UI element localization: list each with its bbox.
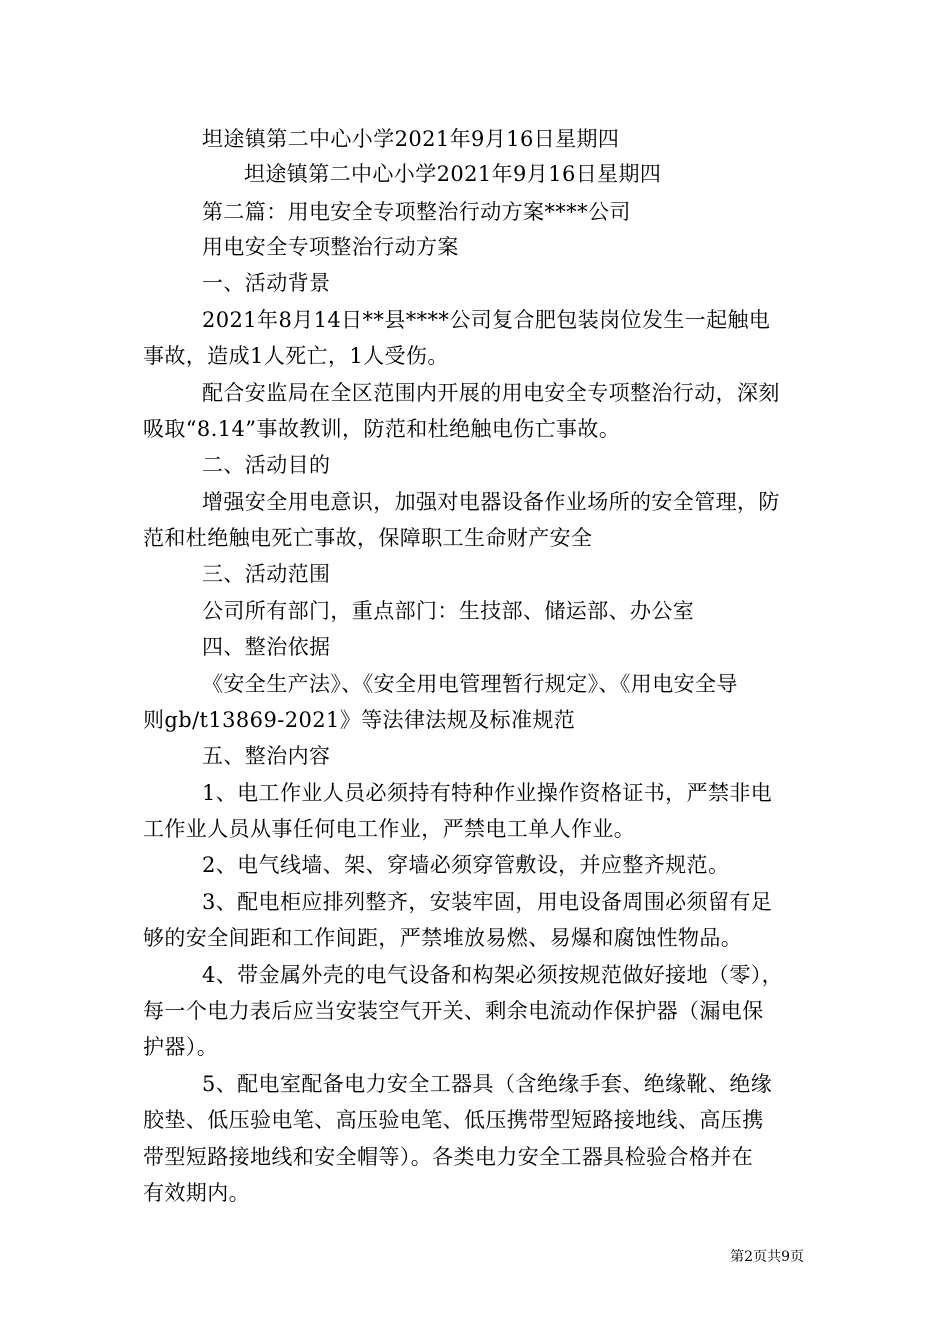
text-line-19: 1、电工作业人员必须持有特种作业操作资格证书，严禁非电 bbox=[202, 781, 773, 805]
text-line-23: 够的安全间距和工作间距，严禁堆放易燃、易爆和腐蚀性物品。 bbox=[143, 926, 743, 950]
text-line-25: 每一个电力表后应当安装空气开关、剩余电流动作保护器（漏电保 bbox=[143, 999, 764, 1023]
section-heading-2: 二、活动目的 bbox=[202, 453, 331, 477]
text-line-17: 则gb/t13869-2021》等法律法规及标准规范 bbox=[143, 708, 576, 732]
text-line-16: 《安全生产法》、《安全用电管理暂行规定》、《用电安全导 bbox=[202, 672, 738, 696]
text-line-6: 2021年8月14日**县****公司复合肥包装岗位发生一起触电 bbox=[202, 308, 771, 332]
text-line-12: 范和杜绝触电死亡事故，保障职工生命财产安全 bbox=[143, 526, 593, 550]
text-line-26: 护器）。 bbox=[143, 1035, 219, 1059]
text-line-4: 用电安全专项整治行动方案 bbox=[202, 235, 459, 259]
section-heading-4: 四、整治依据 bbox=[202, 635, 331, 659]
text-line-7: 事故，造成1人死亡，1人受伤。 bbox=[143, 344, 449, 368]
text-line-28: 胶垫、低压验电笔、高压验电笔、低压携带型短路接地线、高压携 bbox=[143, 1108, 764, 1132]
text-line-29: 带型短路接地线和安全帽等）。各类电力安全工器具检验合格并在 bbox=[143, 1145, 754, 1169]
text-line-1: 坦途镇第二中心小学2021年9月16日星期四 bbox=[202, 127, 620, 151]
text-line-2: 坦途镇第二中心小学2021年9月16日星期四 bbox=[244, 162, 662, 186]
text-line-3: 第二篇：用电安全专项整治行动方案****公司 bbox=[202, 200, 631, 224]
text-line-9: 吸取“8.14”事故教训，防范和杜绝触电伤亡事故。 bbox=[143, 417, 621, 441]
text-line-22: 3、配电柜应排列整齐，安装牢固，用电设备周围必须留有足 bbox=[202, 890, 773, 914]
section-heading-3: 三、活动范围 bbox=[202, 562, 331, 586]
text-line-27: 5、配电室配备电力安全工器具（含绝缘手套、绝缘靴、绝缘 bbox=[202, 1072, 773, 1096]
text-line-21: 2、电气线墙、架、穿墙必须穿管敷设，并应整齐规范。 bbox=[202, 853, 730, 877]
text-line-20: 工作业人员从事任何电工作业，严禁电工单人作业。 bbox=[143, 817, 636, 841]
text-line-30: 有效期内。 bbox=[143, 1181, 250, 1205]
text-line-14: 公司所有部门，重点部门：生技部、储运部、办公室 bbox=[202, 599, 695, 623]
page-number: 第2页共9页 bbox=[730, 1249, 804, 1265]
section-heading-1: 一、活动背景 bbox=[202, 271, 331, 295]
text-line-11: 增强安全用电意识，加强对电器设备作业场所的安全管理，防 bbox=[202, 490, 780, 514]
text-line-24: 4、带金属外壳的电气设备和构架必须按规范做好接地（零）， bbox=[202, 963, 784, 987]
section-heading-5: 五、整治内容 bbox=[202, 744, 331, 768]
text-line-8: 配合安监局在全区范围内开展的用电安全专项整治行动，深刻 bbox=[202, 381, 780, 405]
